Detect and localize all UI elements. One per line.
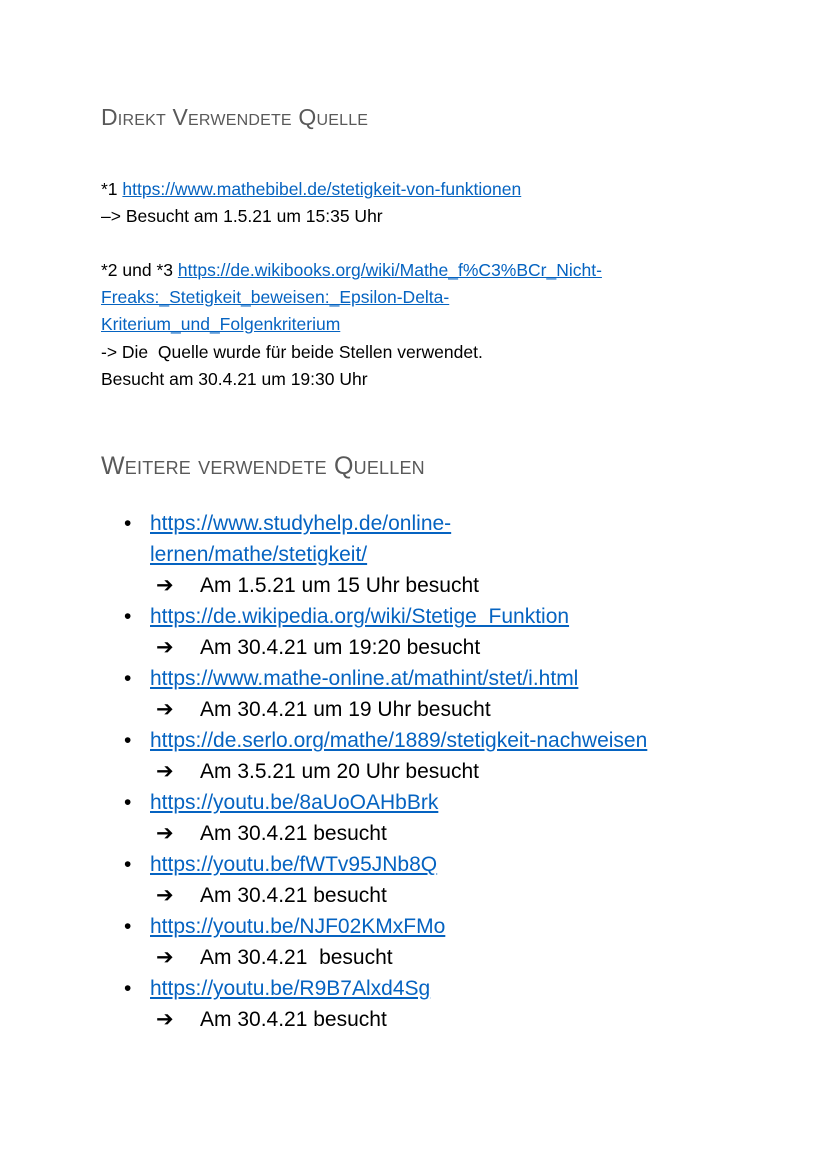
arrow-right-icon: ➔ [156, 946, 174, 969]
arrow-right-icon: ➔ [156, 698, 174, 721]
source-list-item [0, 849, 647, 911]
arrow-right-icon: ➔ [156, 636, 174, 659]
entry-1-prefix: *1 [101, 179, 123, 199]
source-list-item [0, 787, 647, 849]
source-link[interactable]: https://youtu.be/R9B7Alxd4Sg [150, 977, 431, 1000]
visit-note-text: Am 1.5.21 um 15 Uhr besucht [200, 574, 479, 597]
visit-note-text: Am 30.4.21 besucht [200, 1008, 387, 1031]
mathebibel-link[interactable]: https://www.mathebibel.de/stetigkeit-von-funktionen [122, 179, 522, 199]
further-sources-list [0, 508, 647, 1035]
source-link[interactable]: https://www.studyhelp.de/online- [150, 512, 452, 535]
visit-note-text: Am 30.4.21 besucht [200, 946, 393, 969]
visit-note [150, 880, 647, 911]
bullet-icon: • [124, 915, 132, 938]
arrow-right-icon: ➔ [156, 884, 174, 907]
source-list-item [0, 508, 647, 601]
bullet-icon: • [124, 512, 132, 535]
visit-note [150, 942, 647, 973]
arrow-right-icon: ➔ [156, 760, 174, 783]
source-link[interactable]: https://youtu.be/NJF02KMxFMo [150, 915, 446, 938]
direct-source-heading: Direkt Verwendete Quelle [101, 104, 369, 130]
direct-source-entry-1 [101, 176, 521, 203]
wikibooks-link-line-2-row [101, 284, 449, 311]
visit-note-text: Am 3.5.21 um 20 Uhr besucht [200, 760, 479, 783]
visit-note-text: Am 30.4.21 besucht [200, 822, 387, 845]
source-list-item [0, 973, 647, 1035]
source-list-item [0, 663, 647, 725]
bullet-icon: • [124, 605, 132, 628]
source-link[interactable]: https://de.serlo.org/mathe/1889/stetigkeit-nachweisen [150, 729, 648, 752]
wikibooks-link-line-2[interactable]: Freaks:_Stetigkeit_beweisen:_Epsilon-Delta- [101, 287, 450, 307]
source-link[interactable]: https://youtu.be/8aUoOAHbBrk [150, 791, 439, 814]
further-sources-heading: Weitere verwendete Quellen [101, 452, 425, 480]
source-list-item [0, 601, 647, 663]
visit-note-text: Am 30.4.21 besucht [200, 884, 387, 907]
wikibooks-link-line-3[interactable]: Kriterium_und_Folgenkriterium [101, 314, 341, 334]
visit-note-text: Am 30.4.21 um 19:20 besucht [200, 636, 481, 659]
entry-1-visit-note: –> Besucht am 1.5.21 um 15:35 Uhr [101, 206, 383, 226]
visit-note [150, 818, 647, 849]
direct-source-entry-2 [101, 257, 602, 284]
arrow-right-icon: ➔ [156, 822, 174, 845]
source-link[interactable]: https://de.wikipedia.org/wiki/Stetige_Funktion [150, 605, 570, 628]
visit-note [150, 632, 647, 663]
visit-note [150, 1004, 647, 1035]
source-link[interactable]: https://www.mathe-online.at/mathint/stet/i.html [150, 667, 579, 690]
entry-2-note: -> Die Quelle wurde für beide Stellen verwendet. [101, 342, 483, 362]
arrow-right-icon: ➔ [156, 574, 174, 597]
bullet-icon: • [124, 791, 132, 814]
source-link[interactable]: https://youtu.be/fWTv95JNb8Q [150, 853, 438, 876]
source-list-item [0, 725, 647, 787]
visit-note-text: Am 30.4.21 um 19 Uhr besucht [200, 698, 491, 721]
visit-note [150, 756, 647, 787]
bullet-icon: • [124, 853, 132, 876]
visit-note [150, 694, 647, 725]
wikibooks-link-line-1[interactable]: https://de.wikibooks.org/wiki/Mathe_f%C3%BCr_Nicht- [177, 260, 602, 280]
entry-2-prefix: *2 und *3 [101, 260, 178, 280]
bullet-icon: • [124, 977, 132, 1000]
entry-2-visit-note: Besucht am 30.4.21 um 19:30 Uhr [101, 369, 368, 389]
bullet-icon: • [124, 729, 132, 752]
wikibooks-link-line-3-row [101, 311, 340, 338]
arrow-right-icon: ➔ [156, 1008, 174, 1031]
source-link-continuation[interactable]: lernen/mathe/stetigkeit/ [150, 543, 368, 566]
visit-note [150, 570, 647, 601]
bullet-icon: • [124, 667, 132, 690]
source-list-item [0, 911, 647, 973]
